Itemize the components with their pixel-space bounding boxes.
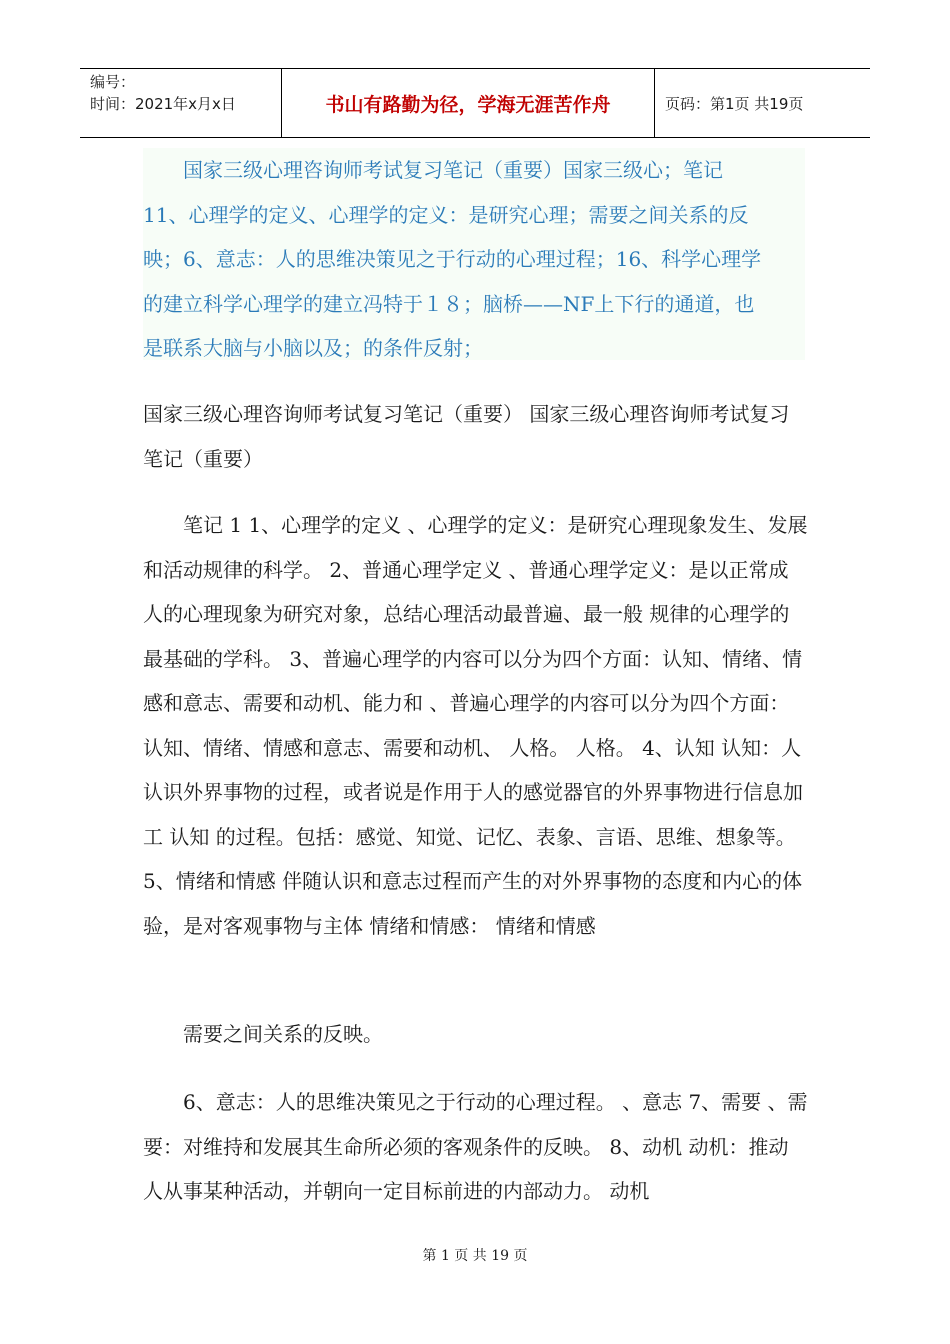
- paragraph-title: 国家三级心理咨询师考试复习笔记（重要） 国家三级心理咨询师考试复习笔记（重要）: [143, 402, 790, 471]
- summary-line: 国家三级心理咨询师考试复习笔记（重要）国家三级心；笔记: [183, 158, 723, 182]
- summary-line: 映；6、意志：人的思维决策见之于行动的心理过程；16、科学心理学: [143, 247, 762, 271]
- header-page-code: 页码：第1页 共19页: [665, 94, 804, 113]
- header-motto: 书山有路勤为径，学海无涯苦作舟: [282, 69, 655, 137]
- paragraph-body: 笔记 1 1、心理学的定义 、心理学的定义：是研究心理现象发生、发展和活动规律的科学。 2、普通心理学定义 、普通心理学定义：是以正常成人的心理现象为研究对象，总结心理活动最普遍、最一般 规律的心理学的最基础的学科。 3、普遍心理学的内容可以分为四个方面：认知、情绪、情感和意志、需要和动机、能力和 、普遍心理学的内容可以分为四个方面：认知、情绪、情感和意志、需要和动机、 人格。 人格。 4、认知 认知：人认识外界事物的过程，或者说是作用于人的感觉器官的外界事物进行信息加工 认知 的过程。包括：感觉、知觉、记忆、表象、言语、思维、想象等。 5、情绪和情感 伴随认识和意志过程而产生的对外界事物的态度和内心的体验，是对客观事物与主体 情绪和情感： 情绪和情感: [143, 513, 808, 938]
- summary-box: [143, 148, 805, 360]
- document-time-label: 时间：2021年x月x日: [90, 95, 236, 113]
- header-table: [80, 68, 870, 138]
- summary-line: 的建立科学心理学的建立冯特于１８；脑桥——NF上下行的通道，也: [143, 291, 755, 316]
- summary-line: 是联系大脑与小脑以及；的条件反射；: [143, 336, 483, 360]
- document-number-label: 编号：: [90, 73, 136, 91]
- paragraph-will: 6、意志：人的思维决策见之于行动的心理过程。 、意志 7、需要 、需要：对维持和发展其生命所必须的客观条件的反映。 8、动机 动机：推动人从事某种活动，并朝向一定目标前进的内部动力。 动机: [143, 1090, 808, 1203]
- page-footer: 第 1 页 共 19 页: [422, 1248, 528, 1264]
- header-info-cell: [80, 69, 282, 137]
- paragraph-reflection: 需要之间关系的反映。: [183, 1022, 383, 1046]
- summary-line: 11、心理学的定义、心理学的定义：是研究心理；需要之间关系的反: [143, 202, 749, 227]
